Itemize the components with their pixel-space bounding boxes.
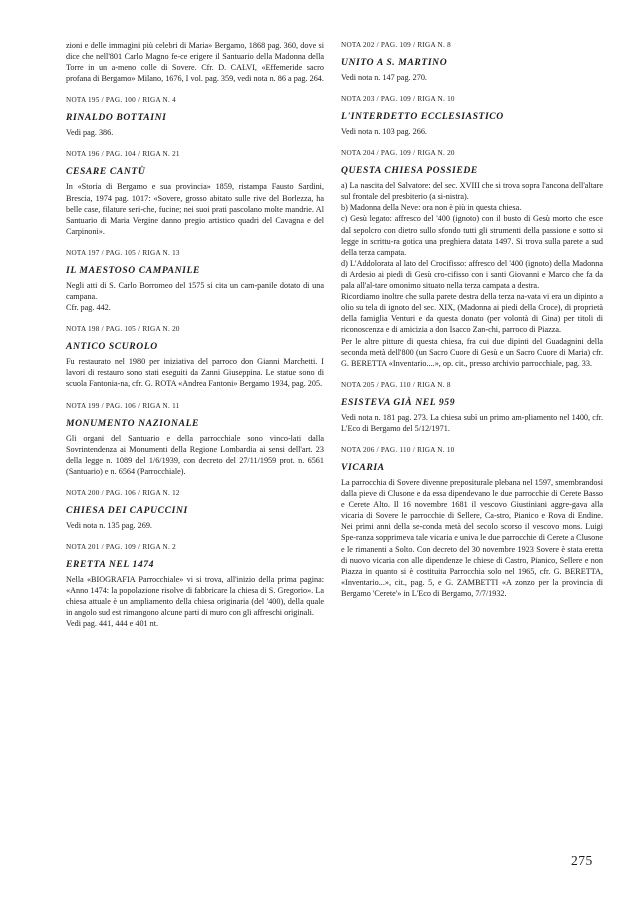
note-reference: NOTA 195 / PAG. 100 / RIGA N. 4 — [66, 96, 176, 105]
note-title: VICARIA — [341, 461, 385, 473]
note-title: QUESTA CHIESA POSSIEDE — [341, 165, 478, 177]
note-text: Vedi nota n. 103 pag. 266. — [341, 127, 427, 137]
note-204 — [341, 148, 603, 369]
note-text: Vedi nota n. 147 pag. 270. — [341, 73, 427, 82]
note-title: MONUMENTO NAZIONALE — [66, 417, 200, 429]
note-201 — [66, 542, 324, 629]
note-reference: NOTA 200 / PAG. 106 / RIGA N. 12 — [66, 488, 180, 497]
note-text: a) La nascita del Salvatore: del sec. XVIII che si trova sopra l'ancona dell'altare sul frontale del presbiterio (a si-nistra). b) Madonna della Neve: ora non è più in questa chiesa. c) Gesù legato: affresco del '400 (ignoto) con il busto di Gesù morto che esce dal sepolcro con dietro sullo sfondo tutti gli strumenti della passione e sotto si legge in scrittu-ra gotica una preghiera datata 1497. Si trova sulla parete a sud della terza campata. d) L'Addolorata al lato del Crocifisso: affresco del '400 (ignoto) della Madonna di Ardesio ai piedi di Gesù cro-cifisso con i santi Giovanni e Marco che fa da pala all'al-tare omonimo situato nella terza campata a destra. Ricordiamo inoltre che sulla parete destra della terza na-vata vi era un dipinto a olio su tela di ignoto del sec. XIX, (Madonna ai piedi della Croce), di proprietà della famiglia Venturi e da questa donato (per volontà di Gina) per titoli di riconoscenza e di amicizia a don Isacco Zan-chi, parroco di Piazza. Per le altre pitture di questa chiesa, fra cui due dipinti del Guadagnini della seconda metà dell'800 (un Sacro Cuore di Gesù e un Sacro Cuore di Maria) cfr. G. BERETTA «Inventario....», op. cit., presso archivio parrocchiale, pag. 33. — [341, 181, 603, 368]
right-column — [341, 40, 603, 599]
note-text: Vedi nota n. 135 pag. 269. — [66, 520, 152, 530]
note-reference: NOTA 198 / PAG. 105 / RIGA N. 20 — [66, 325, 180, 334]
intro-note — [66, 40, 324, 84]
note-reference: NOTA 206 / PAG. 110 / RIGA N. 10 — [341, 445, 455, 454]
note-reference: NOTA 205 / PAG. 110 / RIGA N. 8 — [341, 380, 451, 389]
note-196 — [66, 149, 324, 236]
note-text: In «Storia di Bergamo e sua provincia» 1859, ristampa Fausto Sardini, Brescia, 1974 pag. 1017: «Sovere, grosso abitato sulle rive del Borlezza, ha belle case, filature seri-che, fucine; nei suoi prati pascolano molte mandrie. Al Santuario di Maria Vergine danno pregio artistico quadri del Cavagna e del Carpinoni». — [66, 182, 324, 236]
note-203 — [341, 94, 603, 137]
note-title: IL MAESTOSO CAMPANILE — [66, 264, 200, 276]
note-text: Gli organi del Santuario e della parrocchiale sono vinco-lati dalla Sovrintendenza ai Monumenti della Regione Lombardia ai sensi dell'art. 23 della legge n. 1089 del 1/6/1939, con decreto del 27/11/1959 prot. n. 6561 (Santuario) e n. 6564 (Parrocchiale). — [66, 433, 324, 476]
note-reference: NOTA 196 / PAG. 104 / RIGA N. 21 — [66, 150, 180, 159]
note-reference: NOTA 199 / PAG. 106 / RIGA N. 11 — [66, 401, 180, 410]
note-title: UNITO A S. MARTINO — [341, 57, 448, 68]
note-198 — [66, 324, 324, 389]
note-reference: NOTA 197 / PAG. 105 / RIGA N. 13 — [66, 248, 180, 257]
note-195 — [66, 95, 324, 138]
note-text: La parrocchia di Sovere divenne prepositurale plebana nel 1597, smembrandosi dalla pieve di Clusone e da essa dipendevano le due parrocchie di Cerete Basso e Cerete Alto. Il 16 novembre 1681 il vescovo Giustiniani aggre-gava alla vicaria di Sovere le parrocchie di Sellere, Ca-stro, Pianico e Rova di Endine. Nei primi anni della se-conda metà del secolo scorso il vescovo mons. Luigi Spe-ranza sopprimeva tale vicaria e univa le due parrocchie di Cerete a Clusone e le rimanenti a Solto. Con decreto del 30 novembre 1923 Sovere è stata eretta di nuovo vicaria con alle dipendenze le chiese di Castro, Pianico, Sellere e non Piazza in quanto si è costituita Parrocchia solo nel 1965, cfr. G. BERETTA, «Inventario...», cit., pag. 5, e G. ZAMBETTI «A zonzo per la provincia di Bergamo 'Cerete'» in L'Eco di Bergamo, 7/7/1932. — [341, 477, 603, 598]
note-text: Vedi pag. 386. — [66, 128, 114, 138]
note-title: ANTICO SCUROLO — [66, 341, 158, 353]
note-text: Nella «BIOGRAFIA Parrocchiale» vi si trova, all'inizio della prima pagina: «Anno 1474: la popolazione risolve di fabbricare la chiesa di S. Gregorio». La chiesa attuale è un ampliamento della chiesa originaria (del '400), della quale in angolo sud est rimangono alcune parti di muro con gli affreschi originali. Vedi pag. 441, 444 e 401 nt. — [66, 574, 324, 629]
note-reference: NOTA 204 / PAG. 109 / RIGA N. 20 — [341, 149, 455, 158]
note-text: Negli atti di S. Carlo Borromeo del 1575 si cita un cam-panile dotato di una campana. Cfr. pag. 442. — [66, 280, 324, 313]
page-number: 275 — [571, 853, 593, 868]
left-column — [66, 40, 324, 629]
note-title: RINALDO BOTTAINI — [66, 112, 167, 124]
note-197 — [66, 248, 324, 313]
note-text: Vedi nota n. 181 pag. 273. La chiesa subì un primo am-pliamento nel 1400, cfr. L'Eco di Bergamo del 5/12/1971. — [341, 412, 603, 433]
note-199 — [66, 401, 324, 477]
note-205 — [341, 380, 603, 434]
note-reference: NOTA 201 / PAG. 109 / RIGA N. 2 — [66, 542, 176, 551]
note-title: CESARE CANTÙ — [66, 166, 146, 178]
note-200 — [66, 488, 324, 531]
note-title: ERETTA NEL 1474 — [66, 558, 155, 570]
note-reference: NOTA 202 / PAG. 109 / RIGA N. 8 — [341, 41, 451, 49]
note-reference: NOTA 203 / PAG. 109 / RIGA N. 10 — [341, 95, 455, 104]
intro-text: zioni e delle immagini più celebri di Maria» Bergamo, 1868 pag. 360, dove si dice che nell'801 Carlo Magno fe-ce erigere il Santuario della Madonna della Torre in un a-meno colle di Sovere. Cfr. D. CALVI, «Effemeride sacro profana di Bergamo» Milano, 1676, I vol. pag. 359, vedi nota n. 86 a pag. 264. — [66, 41, 324, 84]
note-206 — [341, 445, 603, 599]
note-title: ESISTEVA GIÀ NEL 959 — [341, 396, 456, 408]
note-text: Fu restaurato nel 1980 per iniziativa del parroco don Gianni Marchetti. I lavori di restauro sono stati eseguiti da Zanni Giuseppina. Le statue sono di scuola Fantonia-na, cfr. G. ROTA «Andrea Fantoni» Bergamo 1934, pag. 205. — [66, 357, 324, 389]
note-title: CHIESA DEI CAPUCCINI — [66, 504, 188, 516]
note-title: L'INTERDETTO ECCLESIASTICO — [341, 111, 504, 123]
note-202 — [341, 40, 603, 83]
